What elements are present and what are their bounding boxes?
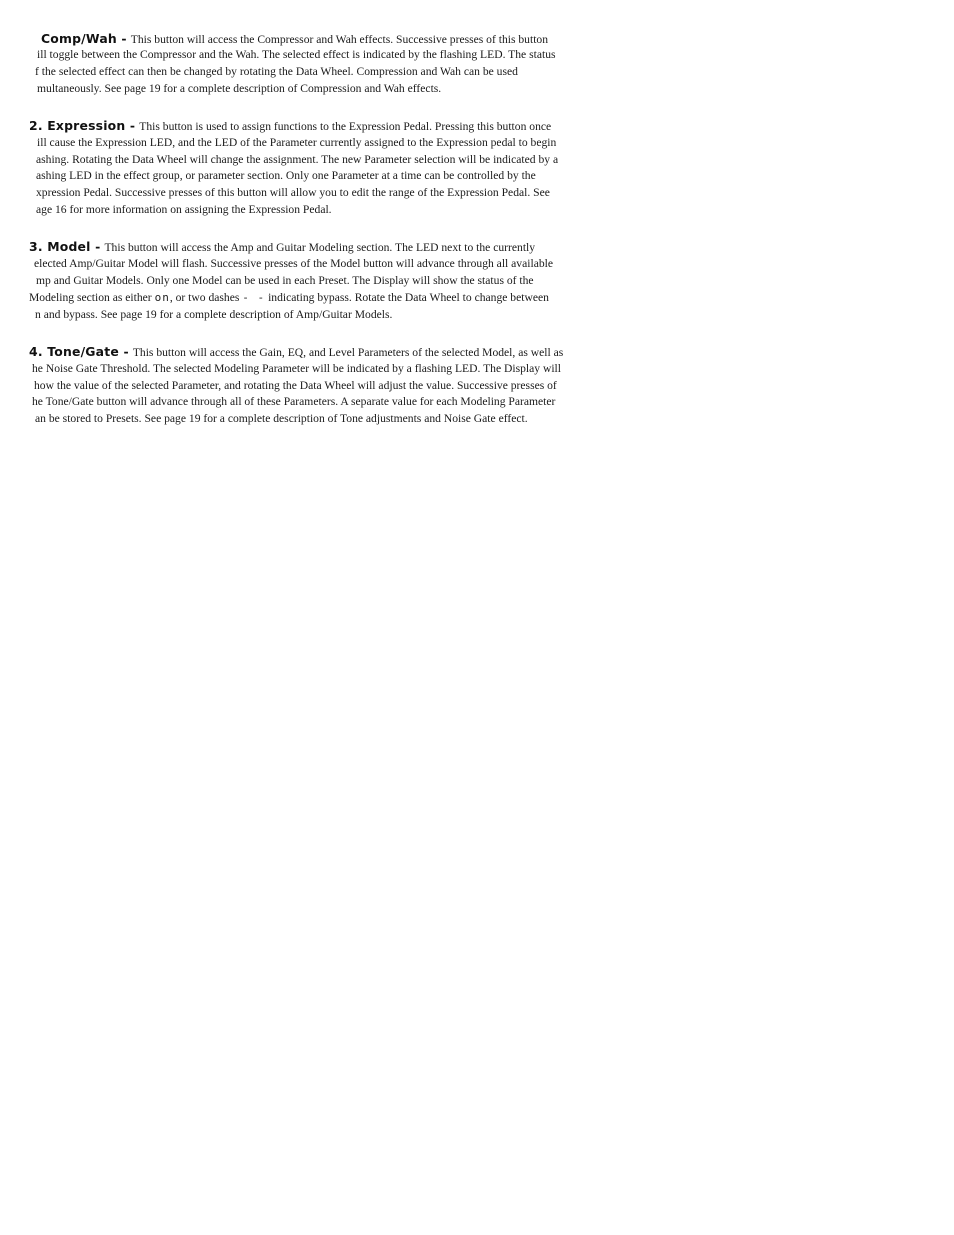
section-model-line-4-mid: , or two dashes	[169, 291, 240, 304]
section-model-line-4	[29, 289, 549, 306]
section-tone-gate-line-4: he Tone/Gate button will advance through all of these Parameters. A separate value for each Modeling Parameter	[32, 395, 556, 408]
section-tone-gate-line-5: an be stored to Presets. See page 19 for a complete description of Tone adjustments and Noise Gate effect.	[35, 412, 528, 425]
section-model-heading: 3. Model -	[29, 239, 101, 254]
section-tone-gate-text-1: This button will access the Gain, EQ, and Level Parameters of the selected Model, as well as	[132, 346, 564, 359]
section-tone-gate-line-1	[29, 343, 563, 361]
section-model-line-4-prefix: Modeling section as either	[29, 291, 152, 304]
on-display-glyph: on	[154, 291, 170, 304]
section-tone-gate-line-2: he Noise Gate Threshold. The selected Modeling Parameter will be indicated by a flashing LED. The Display will	[32, 362, 561, 375]
section-expression-line-4: ashing LED in the effect group, or parameter section. Only one Parameter at a time can be controlled by the	[36, 169, 536, 182]
section-expression-line-1	[29, 117, 551, 135]
section-expression-line-3: ashing. Rotating the Data Wheel will change the assignment. The new Parameter selection will be indicated by a	[36, 153, 559, 166]
section-model-line-4-suffix: indicating bypass. Rotate the Data Wheel to change between	[268, 291, 549, 304]
section-comp-wah-heading: Comp/Wah -	[41, 31, 127, 46]
section-expression-line-6: age 16 for more information on assigning the Expression Pedal.	[36, 203, 332, 216]
section-expression-heading: 2. Expression -	[29, 118, 136, 133]
section-model-text-1: This button will access the Amp and Guitar Modeling section. The LED next to the currently	[104, 241, 536, 254]
section-comp-wah-text-1: This button will access the Compressor and Wah effects. Successive presses of this button	[130, 33, 549, 46]
section-model-line-1	[29, 238, 535, 256]
section-comp-wah-line-2: ill toggle between the Compressor and the Wah. The selected effect is indicated by the flashing LED. The status	[37, 48, 556, 61]
section-model-line-5: n and bypass. See page 19 for a complete description of Amp/Guitar Models.	[35, 308, 393, 321]
section-model-line-2: elected Amp/Guitar Model will flash. Successive presses of the Model button will advance through all available	[34, 257, 554, 270]
section-expression-text-1: This button is used to assign functions to the Expression Pedal. Pressing this button once	[139, 120, 552, 133]
section-comp-wah-line-3: f the selected effect can then be changed by rotating the Data Wheel. Compression and Wah can be used	[35, 65, 518, 78]
section-expression-line-2: ill cause the Expression LED, and the LED of the Parameter currently assigned to the Expression pedal to begin	[37, 136, 557, 149]
section-expression-line-5: xpression Pedal. Successive presses of this button will allow you to edit the range of the Expression Pedal. See	[36, 186, 550, 199]
section-comp-wah-line-4: multaneously. See page 19 for a complete description of Compression and Wah effects.	[37, 82, 442, 95]
section-model-line-3: mp and Guitar Models. Only one Model can be used in each Preset. The Display will show the status of the	[36, 274, 534, 287]
section-tone-gate-line-3: how the value of the selected Parameter, and rotating the Data Wheel will adjust the value. Successive presses of	[34, 379, 557, 392]
dashes-display-glyph: - -	[242, 291, 266, 304]
section-tone-gate-heading: 4. Tone/Gate -	[29, 344, 129, 359]
